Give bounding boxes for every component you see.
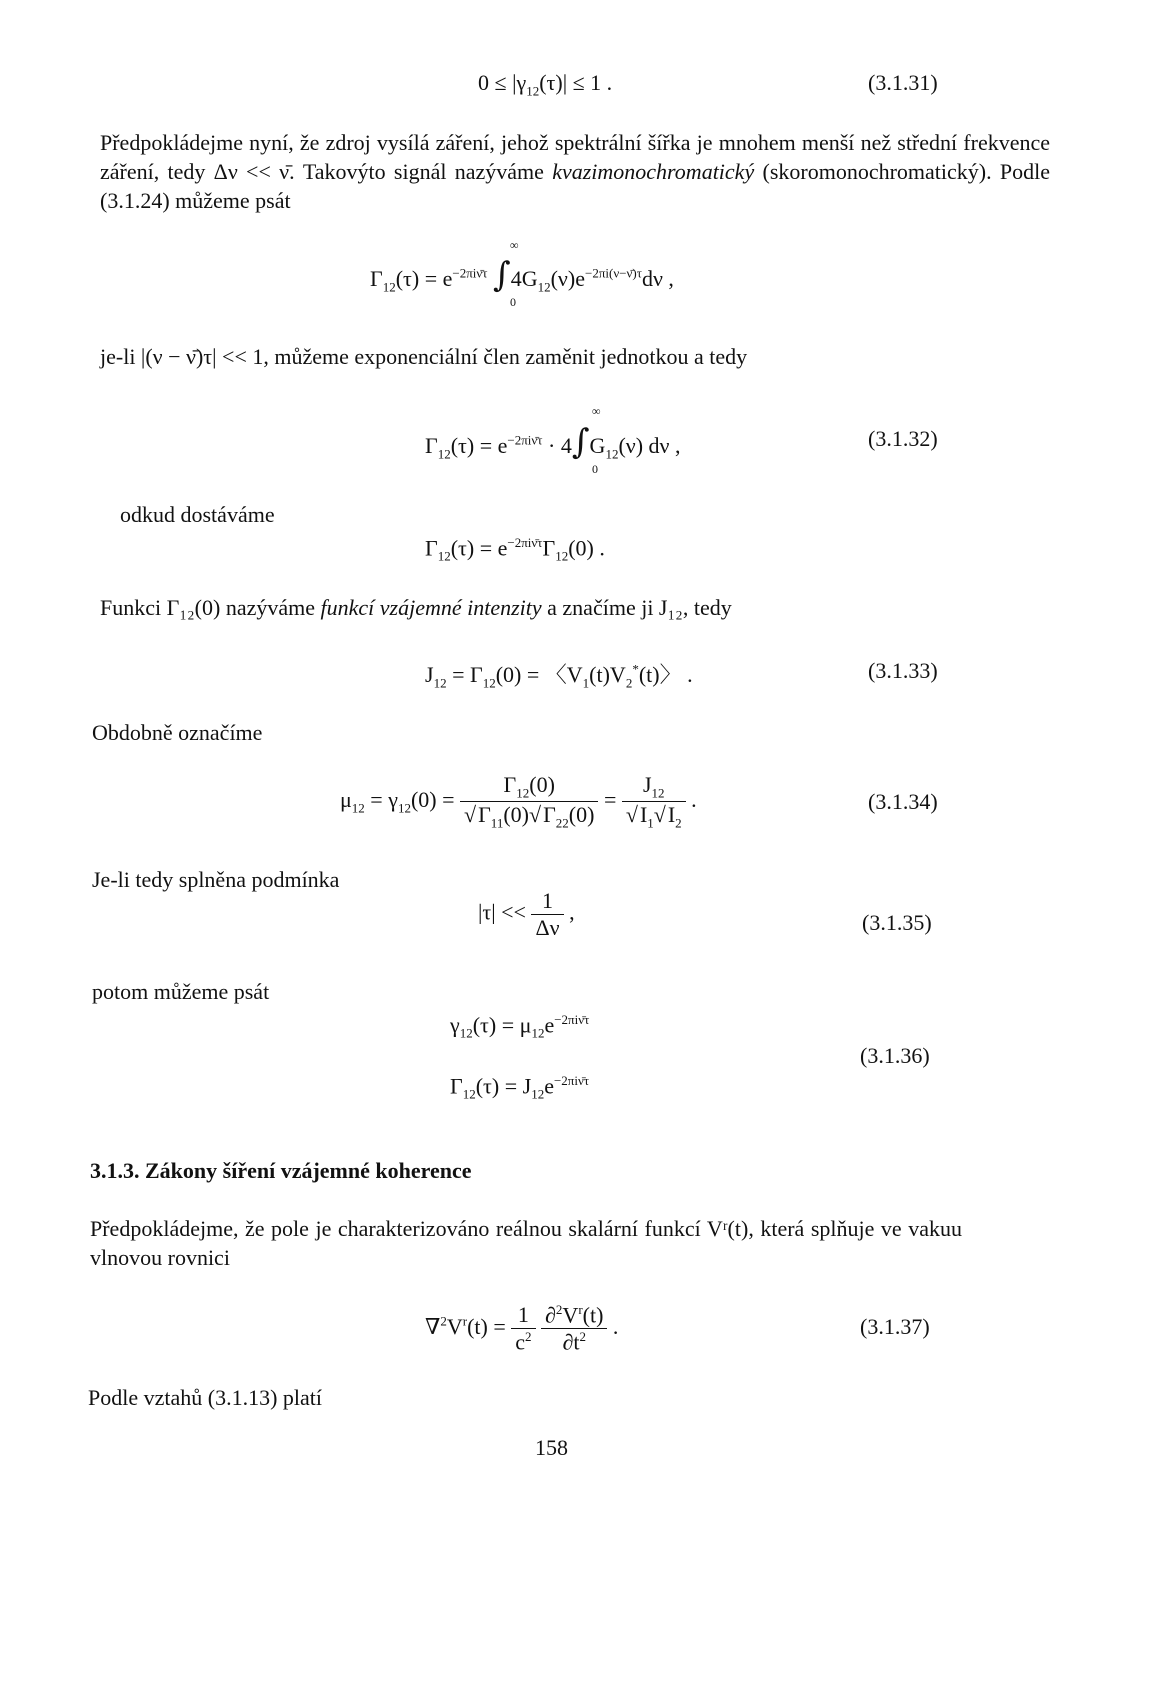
equation-number: (3.1.33): [868, 658, 938, 683]
paragraph-quasimonochromatic: [100, 128, 1050, 215]
paragraph-wave-equation: Předpokládejme, že pole je charakterizováno reálnou skalární funkcí Vʳ(t), která splňuje ve vakuu vlnovou rovnici: [90, 1216, 962, 1270]
section-heading: 3.1.3. Zákony šíření vzájemné koherence: [90, 1158, 472, 1183]
paragraph-text: Funkci Γ₁₂(0) nazýváme: [100, 595, 321, 620]
paragraph-condition: je-li |(ν − ν̄)τ| << 1, můžeme exponenciální člen zaměnit jednotkou a tedy: [100, 344, 748, 369]
equation-number: (3.1.32): [868, 426, 938, 451]
equation-number: (3.1.35): [862, 910, 932, 935]
page-number: 158: [535, 1435, 568, 1460]
paragraph-whence: odkud dostáváme: [120, 502, 275, 527]
integral-lower-limit: 0: [592, 462, 598, 476]
equation-number: (3.1.37): [860, 1314, 930, 1339]
paragraph-similarly: Obdobně označíme: [92, 720, 263, 745]
equation-3-1-33: $J_{12} = \Gamma_{12}(0)$ = 〈$V_1(t)V_2^*(t)$〉 .: [425, 661, 693, 691]
equation-3-1-36-gamma: $\gamma_{12}(\tau) = \mu_{12}e^{-2\pi i\nū\tau}$: [450, 1012, 590, 1041]
integral-upper-limit: ∞: [510, 238, 519, 252]
paragraph-if-condition: Je-li tedy splněna podmínka: [92, 867, 340, 892]
fraction: $\frac{\Gamma_{12}(0)}{√\Gamma_{11}(0)√\Gamma_{22}(0)}$: [460, 772, 598, 832]
equation-gamma-integral: $\Gamma_{12}(\tau) = e^{-2\pi i\nū\tau}$ $\int 4G_{12}(\nu)e^{-2\pi i(\nu-\nū)\tau}d\nu$ ,: [370, 255, 674, 295]
italic-term: kvazimonochromatický: [552, 159, 755, 184]
equation-3-1-31: $0 \le |\gamma_{12}(\tau)| \le 1$ .: [478, 70, 613, 99]
fraction: $\frac{1}{\Delta\nu}$: [531, 888, 563, 941]
paragraph-then: potom můžeme psát: [92, 979, 270, 1004]
italic-term: funkcí vzájemné intenzity: [320, 595, 542, 620]
integral-upper-limit: ∞: [592, 404, 601, 418]
equation-number: (3.1.34): [868, 789, 938, 814]
fraction: $\frac{\partial^2V^r(t)}{\partial t^2}$: [541, 1302, 607, 1356]
paragraph-text: a značíme ji J₁₂, tedy: [541, 595, 732, 620]
equation-3-1-36-Gamma: $\Gamma_{12}(\tau) = J_{12}e^{-2\pi i\nū\tau}$: [450, 1073, 590, 1102]
equation-3-1-34: $\mu_{12} = \gamma_{12}(0)$ = $\frac{\Gamma_{12}(0)}{√\Gamma_{11}(0)√\Gamma_{22}(0)}$ = $\frac{J_{12}}{√I_1√I_2}$ .: [340, 772, 697, 831]
equation-3-1-37: $\nabla^2V^r(t)$ = $\frac{1}{c^2}$ $\frac{\partial^2V^r(t)}{\partial t^2}$ .: [425, 1302, 619, 1355]
integral-lower-limit: 0: [510, 295, 516, 309]
paragraph-text: (skoromonochromatický). Podle (3.1.24) můžeme psát: [100, 159, 1050, 213]
equation-number: (3.1.36): [860, 1043, 930, 1068]
equation-gamma-zero: $\Gamma_{12}(\tau) = e^{-2\pi i\nū\tau}\Gamma_{12}(0)$ .: [425, 535, 605, 564]
equation-3-1-32: $\Gamma_{12}(\tau) = e^{-2\pi i\nū\tau} \cdot 4\int G_{12}(\nu)$ dν ,: [425, 422, 681, 462]
fraction: $\frac{1}{c^2}$: [511, 1302, 535, 1355]
fraction: $\frac{J_{12}}{√I_1√I_2}$: [622, 772, 686, 832]
paragraph-relations: Podle vztahů (3.1.13) platí: [88, 1385, 323, 1410]
paragraph-mutual-intensity: [100, 593, 732, 622]
paragraph-text: Předpokládejme nyní, že zdroj vysílá záření, jehož spektrální šířka je mnohem menší než střední frekvence záření, tedy Δν << ν̄. Takovýto signál nazýváme: [100, 130, 1050, 184]
equation-3-1-35: |τ| << $\frac{1}{\Delta\nu}$ ,: [478, 888, 575, 940]
equation-number: (3.1.31): [868, 70, 938, 95]
